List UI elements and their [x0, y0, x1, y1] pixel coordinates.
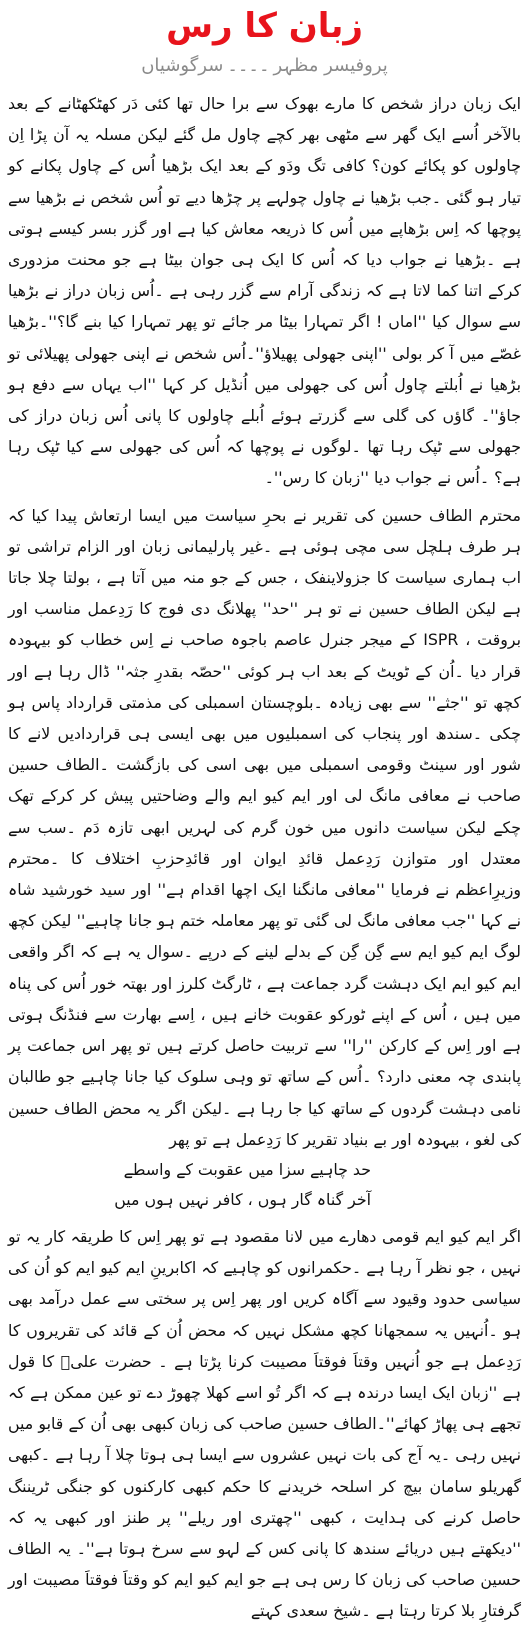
- paragraph-3: اگر ایم کیو ایم قومی دھارے میں لانا مقصود ہے تو پھر اِس کا طریقہ کار یہ تو نہیں ، جو نظر آ رہا ہے ۔حکمرانوں کو چاہیے کہ اکابرینِ ایم کیو ایم کو اُن کی سیاسی حدود وقیود سے آگاہ کریں اور پھر اِس پر سختی سے عمل درآمد بھی ہو ۔اُنہیں یہ سمجھانا کچھ مشکل نہیں کہ محض اُن کے قائد کی تقریروں کا رَدِعمل ہے جو اُنہیں وقتاََ فوقتاََ مصیبت کرنا پڑتا ہے ۔ حضرت علیؓ کا قول ہے ''زبان ایک ایسا درندہ ہے کہ اگر تُو اسے کھلا چھوڑ دے تو عین ممکن ہے کہ تجھے ہی پھاڑ کھائے''۔الطاف حسین صاحب کی زبان کبھی بھی اُن کے قابو میں نہیں رہی ۔یہ آج کی بات نہیں عشروں سے ایسا ہی ہوتا چلا آ رہا ہے ۔کبھی گھریلو سامان بیچ کر اسلحہ خریدنے کا حکم کبھی کارکنوں کو جنگی ٹریننگ حاصل کرنے کی ہدایت ، کبھی ''چھتری اور ریلے'' پر طنز اور کبھی یہ کہ ''دیکھتے ہیں دریائے سندھ کا پانی کس کے لہو سے سرخ ہوتا ہے''۔ یہ الطاف حسین صاحب کی زبان کا رس ہی ہے جو ایم کیو ایم کو وقتاََ فوقتاََ مصیبت اور گرفتارِ بلا کرتا رہتا ہے ۔شیخ سعدی کہتے: [8, 1226, 521, 1621]
- paragraph-1: ایک زبان دراز شخص کا مارے بھوک سے برا حال تھا کئی دَر کھٹکھٹانے کے بعد بالآخر اُسے ایک گھر سے مٹھی بھر کچے چاول مل گئے لیکن مسلہ یہ آن پڑا اِن چاولوں کو پکائے کون؟ کافی تگ ودَو کے بعد ایک بڑھیا اُس کے چاول پکانے کو تیار ہو گئی ۔جب بڑھیا نے چاول چولہے پر چڑھا دیے تو اُس شخص نے بڑھیا سے پوچھا کہ اِس بڑھاپے میں اُس کا ذریعہ معاش کیا ہے اور گزر بسر کیسے ہوتی ہے ۔بڑھیا نے جواب دیا کہ اُس کا ایک ہی جوان بیٹا ہے جو محنت مزدوری کرکے اتنا کما لاتا ہے کہ زندگی آرام سے گزر رہی ہے ۔اُس زبان دراز نے بڑھیا سے سوال کیا ''اماں ! اگر تمہارا بیٹا مر جائے تو پھر تمہارا کیا بنے گا؟''۔بڑھیا غصّے میں آ کر بولی ''اپنی جھولی پھیلاؤ''۔اُس شخص نے اپنی جھولی پھیلائی تو بڑھیا نے اُبلتے چاول اُس کی جھولی میں اُنڈیل کر کہا ''اب یہاں سے دفع ہو جاؤ''۔ گاؤں کی گلی سے گزرتے ہوئے اُبلے چاولوں کا پانی اُس زبان دراز کی جھولی سے ٹپک رہا تھا ۔لوگوں نے پوچھا کہ اُس کی جھولی سے کیا ٹپک رہا ہے؟ ۔اُس نے جواب دیا ''زبان کا رس''۔: [8, 94, 521, 488]
- article-title: زبان کا رس: [166, 6, 363, 46]
- paragraph-2: محترم الطاف حسین کی تقریر نے بحرِ سیاست میں ایسا ارتعاش پیدا کیا کہ ہر طرف ہلچل سی مچی ہوئی ہے ۔غیر پارلیمانی زبان اور الزام تراشی تو اب ہماری سیاست کا جزولاینفک ، جس کے جو منہ میں آتا ہے ، بولتا چلا جاتا ہے لیکن الطاف حسین نے تو ہر ''حد'' پھلانگ دی فوج کا رَدِعمل مناسب اور بروقت ، ISPR کے میجر جنرل عاصم باجوہ صاحب نے اِس خطاب کو بیہودہ قرار دیا ۔اُن کے ٹویٹ کے بعد اب ہر کوئی ''حصّہ بقدرِ جثہ'' ڈال رہا ہے اور کچھ تو ''جثے'' سے بھی زیادہ ۔بلوچستان اسمبلی کی مذمتی قرارداد پاس ہو چکی ۔سندھ اور پنجاب کی اسمبلیوں میں بھی ایسی ہی قراردادیں لانے کا شور اور سینٹ وقومی اسمبلی میں بھی اسی کی بازگشت ۔الطاف حسین صاحب نے معافی مانگ لی اور ایم کیو ایم والے وضاحتیں پیش کر کرکے تھک چکے لیکن سیاست دانوں میں خون گرم کی لہریں ابھی تازہ دَم ۔سب سے معتدل اور متوازن رَدِعمل قائدِ ایوان اور قائدِحزبِ اختلاف کا ۔محترم وزیرِاعظم نے فرمایا ''معافی مانگنا ایک اچھا اقدام ہے'' اور سید خورشید شاہ نے کہا ''جب معافی مانگ لی گئی تو پھر معاملہ ختم ہو جانا چاہیے'' لیکن کچھ لوگ ایم کیو ایم سے گِن گِن کے بدلے لینے کے درپے ۔سوال یہ ہے کہ اگر واقعی ایم کیو ایم ایک دہشت گرد جماعت ہے ، ٹارگٹ کلرز اور بھتہ خور اُس کی پناہ میں ہیں ، اُس کے اپنے ٹورکو عقوبت خانے ہیں ، اِسے بھارت سے فنڈنگ ہوتی ہے اور اِس کے کارکن ''را'' سے تربیت حاصل کرتے ہیں تو پھر اس جماعت پر پابندی چہ معنی دارد؟ ۔اُس کے ساتھ تو وہی سلوک کیا جانا چاہیے جو طالبان نامی دہشت گردوں کے ساتھ کیا جا رہا ہے ۔لیکن اگر یہ محض الطاف حسین کی لغو ، بیہودہ اور بے بنیاد تقریر کا رَدِعمل ہے تو پھر: [8, 505, 521, 1149]
- verse-line-2: آخر گناہ گار ہوں ، کافر نہیں ہوں میں: [114, 1189, 371, 1209]
- column-name: سرگوشیاں: [141, 55, 224, 76]
- byline: [8, 54, 521, 78]
- byline-separator: ۔۔۔۔: [227, 55, 270, 76]
- verse-line-1: حد چاہیے سزا میں عقوبت کے واسطے: [123, 1159, 371, 1179]
- article: [8, 0, 521, 1627]
- author-name: پروفیسر مظہر: [273, 55, 388, 76]
- verse: [8, 1155, 521, 1215]
